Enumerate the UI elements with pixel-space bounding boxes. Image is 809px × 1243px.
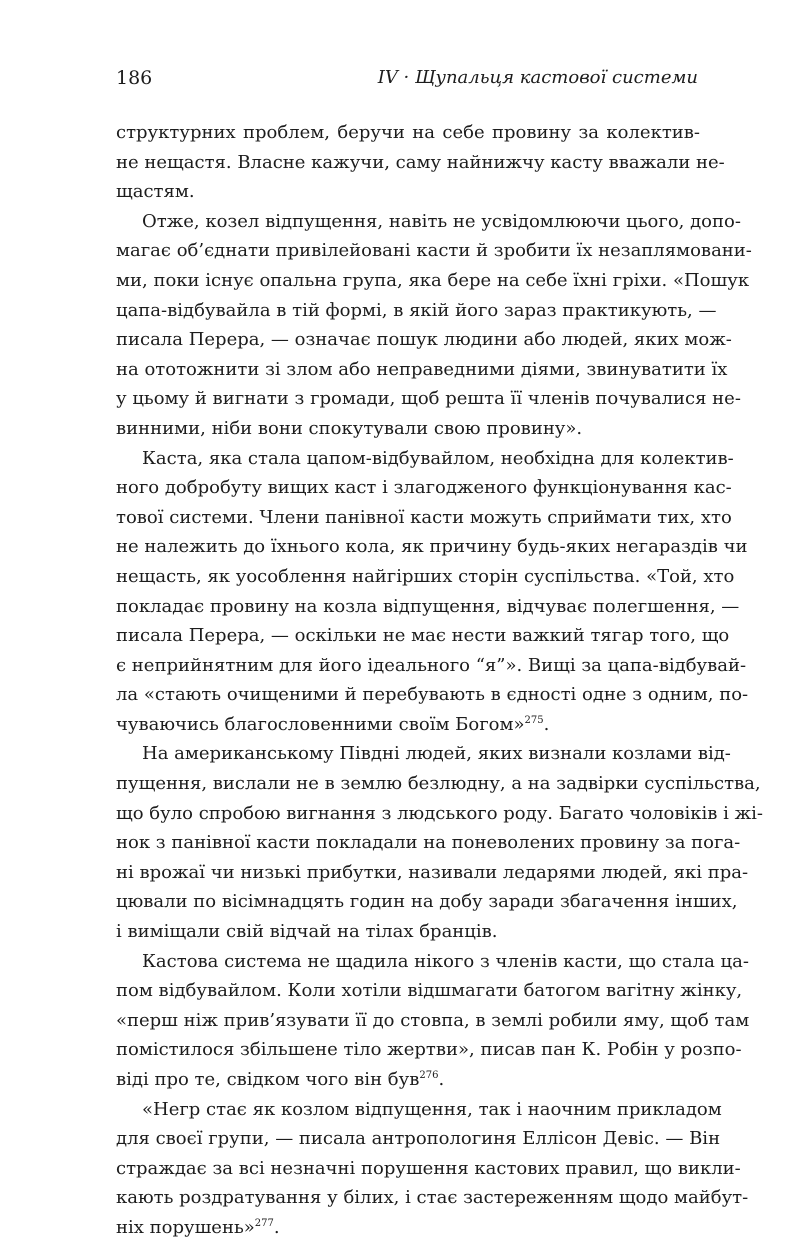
text-line	[116, 651, 747, 681]
line-text: чуваючись благословенними своїм Богом»	[116, 713, 525, 735]
text-line	[116, 1006, 750, 1036]
text-line	[116, 473, 732, 503]
text-line	[116, 118, 700, 148]
text-line	[116, 799, 764, 829]
text-line	[116, 414, 700, 444]
text-line	[116, 917, 700, 947]
text-line	[116, 296, 717, 326]
line-text: Отже, козел відпущення, навіть не усвідомлюючи цього, допо-	[142, 210, 741, 232]
line-text: ного добробуту вищих каст і злагодженого функціонування кас-	[116, 477, 732, 499]
line-text: не належить до їхнього кола, як причину будь-яких негараздів чи	[116, 536, 748, 558]
text-line	[116, 947, 749, 977]
text-line	[116, 503, 732, 533]
text-line: чуваючись благословенними своїм Богом»$^{275}$.	[116, 713, 550, 735]
line-text: що було спробою вигнання з людського роду. Багато чоловіків і жі-	[116, 802, 764, 824]
text-line	[116, 266, 750, 296]
line-text: на ототожнити зі злом або неправедними діями, звинуватити їх	[116, 358, 728, 380]
line-text: пущення, вислали не в землю безлюдну, а на задвірки суспільства,	[116, 773, 761, 795]
text-line	[116, 1154, 741, 1184]
footnote-ref: 275	[524, 714, 544, 726]
text-line	[116, 148, 725, 178]
line-text: помістилося збільшене тіло жертви», писав пан К. Робін у розпо-	[116, 1039, 742, 1061]
text-line: ніх порушень»$^{277}$.	[116, 1216, 280, 1238]
paragraph	[116, 739, 764, 946]
text-line	[116, 384, 741, 414]
line-text: покладає провину на козла відпущення, відчуває полегшення, —	[116, 595, 740, 617]
text-line	[116, 976, 743, 1006]
text-line	[116, 1124, 721, 1154]
line-text: нок з панівної касти покладали на поневолених провину за пога-	[116, 832, 741, 854]
line-text: винними, ніби вони спокутували свою провину».	[116, 417, 583, 439]
text-line	[116, 1035, 742, 1065]
text-line	[116, 355, 728, 385]
text-line	[116, 562, 735, 592]
paragraph	[116, 1095, 749, 1243]
line-text: цювали по вісімнадцять годин на добу заради збагачення інших,	[116, 891, 738, 913]
line-text: писала Перера, — означає пошук людини або людей, яких мож-	[116, 329, 732, 351]
line-text: Кастова система не щадила нікого з членів касти, що стала ца-	[142, 950, 749, 972]
line-text: не нещастя. Власне кажучи, саму найнижчу касту вважали не-	[116, 151, 725, 173]
text-line: віді про те, свідком чого він був$^{276}$.	[116, 1069, 445, 1090]
running-head: IV · Щупальця кастової системи	[377, 67, 698, 88]
line-text: Каста, яка стала цапом-відбувайлом, необхідна для колектив-	[142, 447, 734, 469]
line-text: ла «стають очищеними й перебувають в єдності одне з одним, по-	[116, 684, 749, 706]
text-line	[116, 592, 740, 622]
text-line	[116, 325, 732, 355]
line-text: ми, поки існує опальна група, яка бере на себе їхні гріхи. «Пошук	[116, 269, 750, 291]
line-text: нещасть, як уособлення найгірших сторін суспільства. «Той, хто	[116, 565, 735, 587]
line-text: структурних проблем, беручи на себе провину за колектив-	[116, 122, 700, 143]
paragraph	[116, 207, 752, 444]
line-text: ніх порушень»	[116, 1216, 255, 1238]
paragraph	[116, 444, 749, 740]
line-text: кають роздратування у білих, і стає застереженням щодо майбут-	[116, 1187, 749, 1209]
text-line	[116, 1183, 749, 1213]
paragraph	[116, 947, 750, 1095]
text-line	[116, 621, 730, 651]
text-line	[116, 887, 738, 917]
line-text: і виміщали свій відчай на тілах бранців.	[116, 921, 498, 943]
text-line	[116, 769, 761, 799]
text-line	[116, 828, 741, 858]
line-text: є неприйнятним для його ідеального “я”». Вищі за цапа-відбувай-	[116, 654, 747, 676]
text-line	[116, 680, 749, 710]
line-text: тової системи. Члени панівної касти можуть сприймати тих, хто	[116, 506, 732, 528]
text-line	[116, 207, 741, 237]
line-text: писала Перера, — оскільки не має нести важкий тягар того, що	[116, 625, 730, 647]
text-line	[116, 1095, 722, 1125]
line-text: «Негр стає як козлом відпущення, так і наочним прикладом	[142, 1098, 722, 1120]
text-line	[116, 739, 731, 769]
line-text: віді про те, свідком чого він був	[116, 1069, 420, 1090]
text-line	[116, 177, 700, 207]
line-text: «перш ніж прив’язувати її до стовпа, в землі робили яму, щоб там	[116, 1009, 750, 1031]
line-text: для своєї групи, — писала антропологиня Еллісон Девіс. — Він	[116, 1128, 721, 1150]
line-text: магає об’єднати привілейовані касти й зробити їх незаплямовани-	[116, 240, 752, 262]
text-line	[116, 858, 749, 888]
footnote-ref: 277	[254, 1217, 274, 1229]
line-text: На американському Півдні людей, яких визнали козлами від-	[142, 743, 731, 765]
line-text: страждає за всі незначні порушення кастових правил, що викли-	[116, 1157, 741, 1179]
line-text: у цьому й вигнати з громади, щоб решта її членів почувалися не-	[116, 388, 741, 410]
footnote-ref: 276	[419, 1070, 439, 1081]
line-text: пом відбувайлом. Коли хотіли відшмагати батогом вагітну жінку,	[116, 980, 743, 1002]
page-number: 186	[116, 67, 153, 89]
text-line	[116, 532, 748, 562]
body-text	[116, 118, 764, 1243]
line-text: ні врожаї чи низькі прибутки, називали ледарями людей, які пра-	[116, 861, 749, 883]
text-line	[116, 236, 752, 266]
text-line	[116, 444, 734, 474]
line-text: щастям.	[116, 181, 195, 203]
line-text: цапа-відбувайла в тій формі, в якій його зараз практикують, —	[116, 299, 717, 321]
paragraph	[116, 118, 725, 207]
